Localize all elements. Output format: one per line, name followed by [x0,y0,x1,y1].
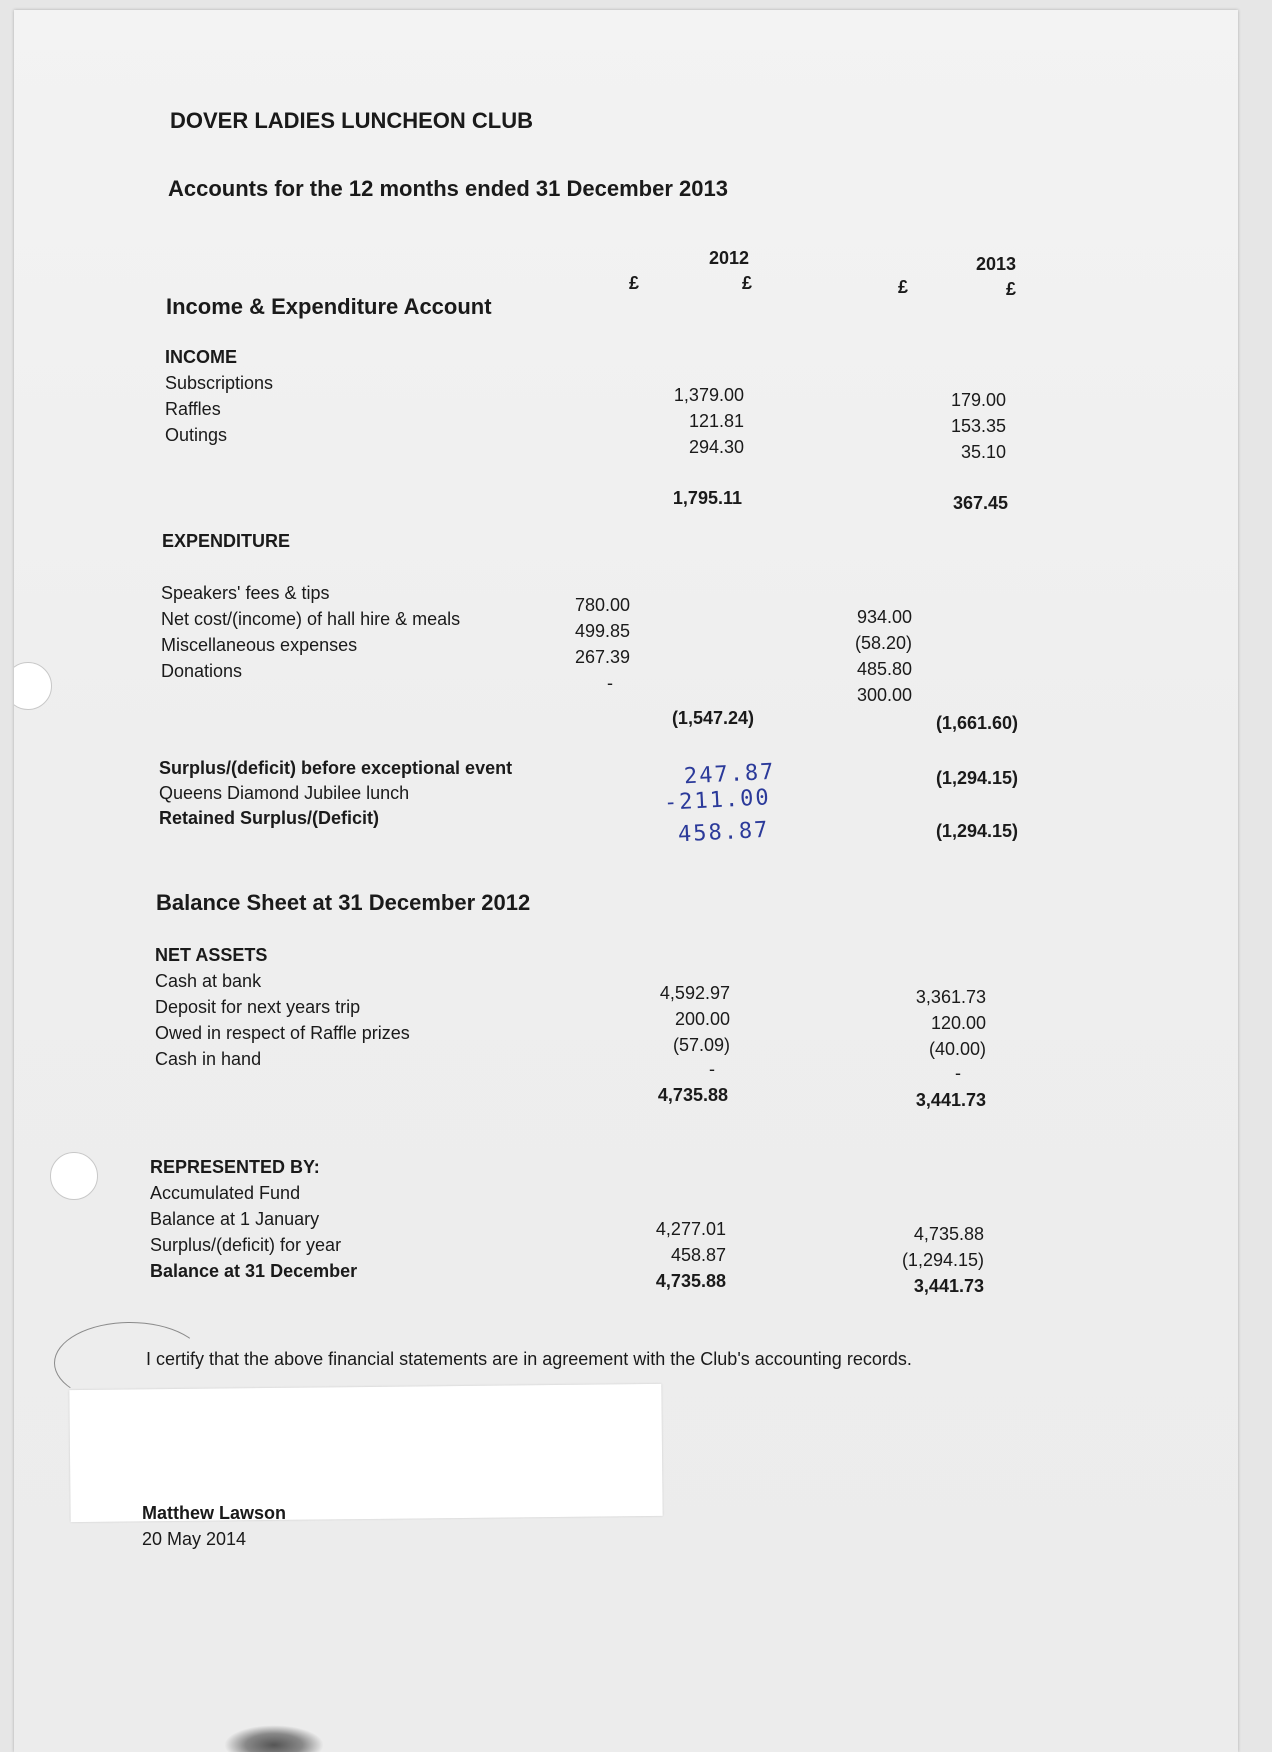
income-total-2012: 1,795.11 [672,488,742,508]
currency-2013-total: £ [1006,279,1017,299]
income-heading: INCOME [165,347,237,367]
accumulated-fund-label: Accumulated Fund [150,1183,301,1203]
surplus-for-year-2012: 458.87 [670,1245,726,1265]
net-assets-raffle-owed-2013: (40.00) [928,1039,986,1059]
income-raffles-2013: 153.35 [950,416,1006,436]
expenditure-speakers-2012: 780.00 [574,595,630,615]
net-assets-heading: NET ASSETS [155,945,268,965]
expenditure-item-donations: Donations [161,661,243,681]
expenditure-misc-2013: 485.80 [856,659,912,679]
net-assets-raffle-owed-2012: (57.09) [672,1035,730,1055]
signatory-name: Matthew Lawson [142,1503,287,1523]
net-assets-total-2012: 4,735.88 [657,1085,728,1105]
handwritten-retained-2012: 458.87 [677,817,771,848]
income-outings-2012: 294.30 [688,437,744,457]
net-assets-cash-hand-2012: - [709,1059,715,1079]
certification-date: 20 May 2014 [142,1529,247,1549]
year-2013-header: 2013 [976,254,1017,274]
club-name: DOVER LADIES LUNCHEON CLUB [170,108,534,133]
expenditure-hall-hire-2012: 499.85 [574,621,630,641]
net-assets-cash-bank-2013: 3,361.73 [915,987,986,1007]
surplus-for-year-2013: (1,294.15) [901,1250,984,1270]
surplus-before-2013: (1,294.15) [935,768,1018,788]
punch-hole-lower [50,1152,98,1200]
expenditure-item-speakers: Speakers' fees & tips [161,583,330,603]
net-assets-total-2013: 3,441.73 [915,1090,986,1110]
expenditure-speakers-2013: 934.00 [856,607,912,627]
income-subscriptions-2013: 179.00 [950,390,1006,410]
income-expenditure-title: Income & Expenditure Account [166,294,492,319]
currency-2012-sub: £ [629,273,640,293]
scanned-page [14,10,1238,1752]
punch-hole-upper [14,662,52,710]
retained-surplus-2013: (1,294.15) [935,821,1018,841]
expenditure-heading: EXPENDITURE [162,531,291,551]
income-outings-2013: 35.10 [960,442,1006,462]
income-item-subscriptions: Subscriptions [165,373,274,393]
year-2012-header: 2012 [709,248,750,268]
currency-2012-total: £ [742,273,753,293]
expenditure-total-2012: (1,547.24) [671,708,754,728]
handwritten-jubilee-2012: -211.00 [663,785,772,816]
surplus-for-year-label: Surplus/(deficit) for year [150,1235,342,1255]
expenditure-hall-hire-2013: (58.20) [854,633,912,653]
income-raffles-2012: 121.81 [688,411,744,431]
retained-surplus-label: Retained Surplus/(Deficit) [159,808,380,828]
balance-31-december-2012: 4,735.88 [655,1271,726,1291]
jubilee-lunch-label: Queens Diamond Jubilee lunch [159,783,410,803]
expenditure-donations-2012: - [607,673,613,693]
net-assets-cash-bank-2012: 4,592.97 [659,983,730,1003]
expenditure-total-2013: (1,661.60) [935,713,1018,733]
net-assets-deposit-2013: 120.00 [930,1013,986,1033]
balance-1-january-2012: 4,277.01 [655,1219,726,1239]
balance-1-january-label: Balance at 1 January [150,1209,320,1229]
scan-smudge [224,1725,324,1752]
balance-31-december-label: Balance at 31 December [150,1261,358,1281]
net-assets-deposit-2012: 200.00 [674,1009,730,1029]
income-item-raffles: Raffles [165,399,221,419]
net-assets-cash-hand-2013: - [955,1063,961,1083]
represented-by-heading: REPRESENTED BY: [150,1157,320,1177]
accounts-subtitle: Accounts for the 12 months ended 31 December 2013 [168,176,728,201]
balance-1-january-2013: 4,735.88 [913,1224,984,1244]
handwritten-surplus-2012: 247.87 [683,759,777,790]
expenditure-misc-2012: 267.39 [574,647,630,667]
net-assets-item-raffle-owed: Owed in respect of Raffle prizes [155,1023,410,1043]
net-assets-item-deposit: Deposit for next years trip [155,997,361,1017]
income-total-2013: 367.45 [952,493,1008,513]
surplus-before-label: Surplus/(deficit) before exceptional event [159,758,513,778]
balance-31-december-2013: 3,441.73 [913,1276,984,1296]
expenditure-item-hall-hire: Net cost/(income) of hall hire & meals [161,609,461,629]
expenditure-donations-2013: 300.00 [856,685,912,705]
expenditure-item-misc: Miscellaneous expenses [161,635,358,655]
net-assets-item-cash-bank: Cash at bank [155,971,262,991]
income-item-outings: Outings [165,425,228,445]
income-subscriptions-2012: 1,379.00 [673,385,744,405]
currency-2013-sub: £ [898,277,909,297]
certification-statement: I certify that the above financial statements are in agreement with the Club's accounting records. [146,1349,912,1369]
balance-sheet-title: Balance Sheet at 31 December 2012 [156,890,531,915]
net-assets-item-cash-hand: Cash in hand [155,1049,262,1069]
